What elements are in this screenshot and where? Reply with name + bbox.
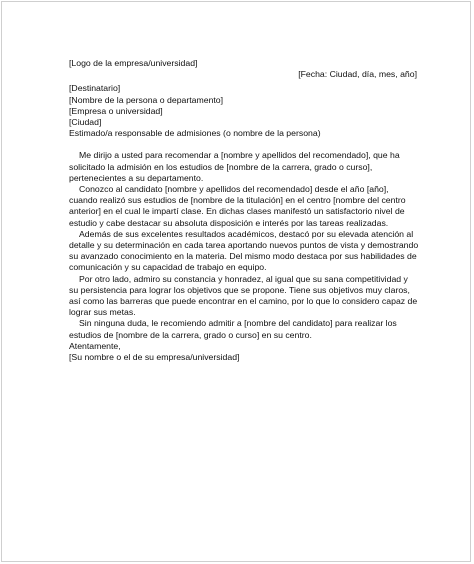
body-paragraph: Por otro lado, admiro su constancia y honradez, al igual que su sana competitividad y su persistencia para lograr los objetivos que se propone. Tiene sus objetivos muy claros, así como las barreras que puede encontrar en el camino, por lo que lo considero capaz de lograr sus metas.	[69, 273, 418, 318]
letter-body	[69, 58, 419, 363]
logo-placeholder: [Logo de la empresa/universidad]	[69, 58, 198, 68]
salutation: Estimado/a responsable de admisiones (o nombre de la persona)	[69, 128, 321, 139]
closing: Atentamente,	[69, 340, 121, 351]
body-paragraph: Conozco al candidato [nombre y apellidos del recomendado] desde el año [año], cuando realizó sus estudios de [nombre de la titulación] en el centro [nombre del centro anterior] en el cual le impartí clase. En dichas clases manifestó un satisfactorio nivel de estudio y cabe destacar su absoluta disposición e interés por las tareas realizadas.	[69, 184, 406, 228]
body-paragraph: Además de sus excelentes resultados académicos, destacó por su elevada atención al detalle y su determinación en cada tarea aportando nuevos puntos de vista y demostrando su avanzado conocimiento en la materia. Del mismo modo destaca por sus habilidades de comunicación y su capacidad de trabajo en equipo.	[69, 228, 419, 273]
recipient-line: [Empresa o universidad]	[69, 105, 163, 116]
date-placeholder: [Fecha: Ciudad, día, mes, año]	[298, 69, 417, 80]
recipient-line: [Ciudad]	[69, 117, 102, 128]
body-paragraph: Sin ninguna duda, le recomiendo admitir a [nombre del candidato] para realizar los estudios de [nombre de la carrera, grado o curso] en su centro.	[69, 318, 397, 340]
recipient-line: [Destinatario]	[69, 83, 121, 94]
document-page	[1, 1, 471, 562]
recipient-line: [Nombre de la persona o departamento]	[69, 94, 224, 105]
signature-placeholder: [Su nombre o el de su empresa/universidad]	[69, 352, 240, 363]
recipient-block	[69, 83, 419, 128]
body-paragraph: Me dirijo a usted para recomendar a [nombre y apellidos del recomendado], que ha solicitado la admisión en los estudios de [nombre de la carrera, grado o curso], pertenecientes a su departamento.	[69, 150, 400, 183]
